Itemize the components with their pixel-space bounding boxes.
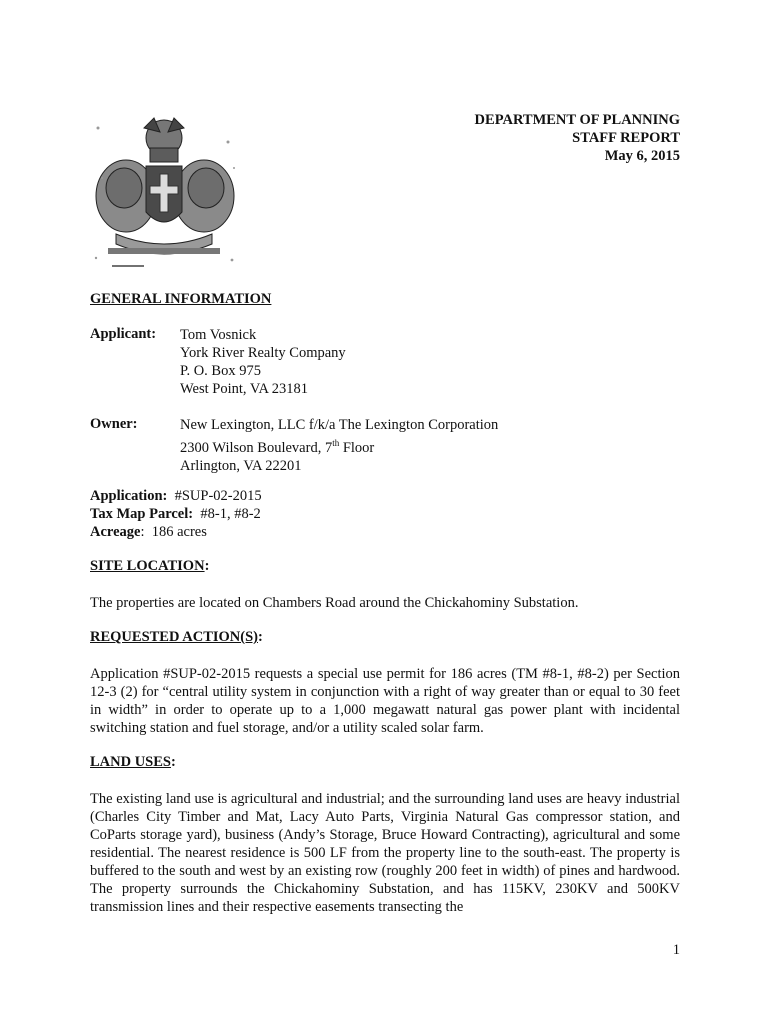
acreage-value: : 186 acres <box>140 524 207 540</box>
parcel-number: #8-1, #8-2 <box>193 506 261 522</box>
owner-floor: Floor <box>339 439 375 456</box>
heading-colon: : <box>204 558 210 574</box>
requested-actions-heading <box>90 629 263 646</box>
applicant-line: West Point, VA 23181 <box>180 381 309 397</box>
acreage-label: Acreage <box>90 524 141 540</box>
application-details <box>90 487 262 541</box>
applicant-line: P. O. Box 975 <box>180 363 261 379</box>
applicant-label: Applicant: <box>90 326 157 342</box>
applicant-line: Tom Vosnick <box>180 327 257 343</box>
owner-street: 2300 Wilson Boulevard, 7 <box>180 439 333 456</box>
owner-address <box>180 416 498 475</box>
owner-line <box>180 434 498 457</box>
application-number: #SUP-02-2015 <box>167 488 262 504</box>
department-title: DEPARTMENT OF PLANNING <box>474 112 680 128</box>
requested-actions-title: REQUESTED ACTION(S) <box>90 629 258 645</box>
applicant-address <box>180 326 346 398</box>
heading-colon: : <box>258 629 263 645</box>
county-seal-icon <box>88 108 240 268</box>
site-location-heading <box>90 558 209 575</box>
land-uses-title: LAND USES <box>90 754 171 770</box>
page-number: 1 <box>672 942 680 958</box>
application-row <box>90 487 262 505</box>
report-date: May 6, 2015 <box>604 148 680 164</box>
parcel-label: Tax Map Parcel: <box>90 506 194 522</box>
requested-actions-text: Application #SUP-02-2015 requests a special use permit for 186 acres (TM #8-1, #8-2) per Section 12-3 (2) for “central utility system in conjunction with a right of way greater than or equal to 30 feet in width” in order to operate up to a 1,000 megawatt natural gas power plant with incidental switching station and fuel storage, and/or a utility scaled solar farm. <box>90 666 680 736</box>
site-location-text: The properties are located on Chambers Road around the Chickahominy Substation. <box>90 595 579 611</box>
owner-label: Owner: <box>90 416 138 432</box>
report-type: STAFF REPORT <box>572 130 680 146</box>
parcel-row <box>90 505 262 523</box>
report-header <box>475 111 680 165</box>
application-label: Application: <box>90 488 168 504</box>
acreage-row <box>90 523 262 541</box>
ordinal-suffix: th <box>332 438 340 448</box>
owner-line: Arlington, VA 22201 <box>180 457 302 474</box>
land-uses-text: The existing land use is agricultural and industrial; and the surrounding land uses are heavy industrial (Charles City Timber and Mat, Lacy Auto Parts, Virginia Natural Gas compressor station, and CoParts storage yard), business (Andy’s Storage, Bruce Howard Contracting), agricultural and some residential. The nearest residence is 500 LF from the property line to the south-east. The property is buffered to the south and west by an existing row (roughly 200 feet in width) of pines and hardwood. The property surrounds the Chickahominy Substation, and has 115KV, 230KV and 500KV transmission lines and their respective easements transecting the <box>90 791 680 915</box>
site-location-title: SITE LOCATION <box>90 558 205 574</box>
land-uses-heading <box>90 754 176 771</box>
heading-colon: : <box>170 754 176 770</box>
general-information-heading: GENERAL INFORMATION <box>90 291 272 307</box>
owner-line: New Lexington, LLC f/k/a The Lexington Corporation <box>180 417 499 433</box>
applicant-line: York River Realty Company <box>180 345 346 361</box>
